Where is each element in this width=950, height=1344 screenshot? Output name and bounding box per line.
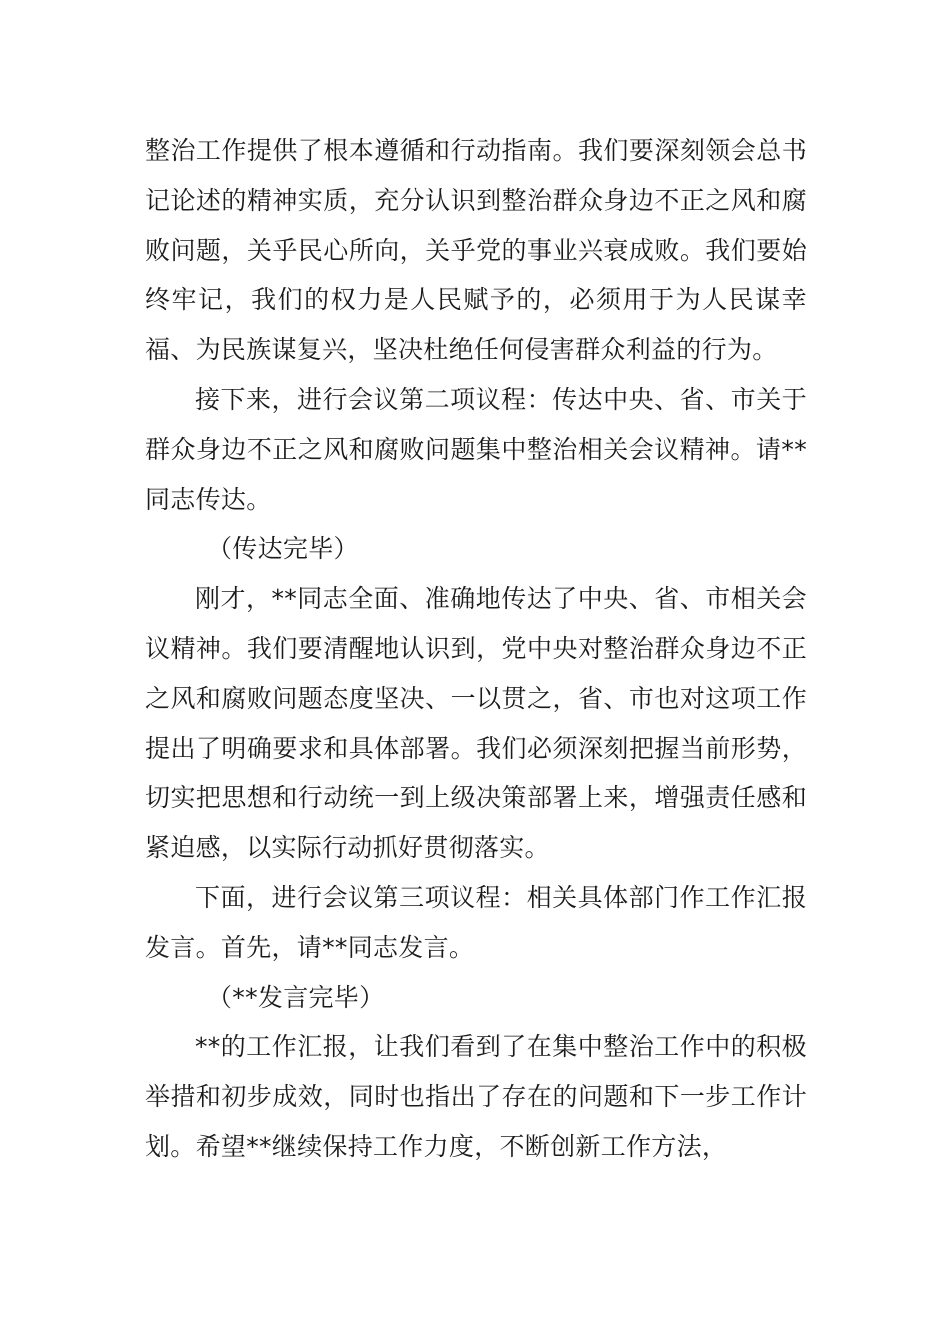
stage-direction-1: （传达完毕） bbox=[207, 534, 359, 564]
paragraph-5: **的工作汇报，让我们看到了在集中整治工作中的积极举措和初步成效，同时也指出了存在的问题和下一步工作计划。希望**继续保持工作力度，不断创新工作方法， bbox=[145, 1032, 807, 1161]
stage-direction-2: （**发言完毕） bbox=[207, 982, 385, 1012]
paragraph-1: 整治工作提供了根本遵循和行动指南。我们要深刻领会总书记论述的精神实质，充分认识到整治群众身边不正之风和腐败问题，关乎民心所向，关乎党的事业兴衰成败。我们要始终牢记，我们的权力是人民赋予的，必须用于为人民谋幸福、为民族谋复兴，坚决杜绝任何侵害群众利益的行为。 bbox=[145, 136, 807, 365]
paragraph-4: 下面，进行会议第三项议程：相关具体部门作工作汇报发言。首先，请**同志发言。 bbox=[145, 882, 807, 962]
paragraph-3: 刚才，**同志全面、准确地传达了中央、省、市相关会议精神。我们要清醒地认识到，党中央对整治群众身边不正之风和腐败问题态度坚决、一以贯之，省、市也对这项工作提出了明确要求和具体部署。我们必须深刻把握当前形势，切实把思想和行动统一到上级决策部署上来，增强责任感和紧迫感，以实际行动抓好贯彻落实。 bbox=[145, 584, 807, 863]
paragraph-2: 接下来，进行会议第二项议程：传达中央、省、市关于群众身边不正之风和腐败问题集中整治相关会议精神。请**同志传达。 bbox=[145, 384, 807, 514]
document-body bbox=[145, 126, 807, 1172]
